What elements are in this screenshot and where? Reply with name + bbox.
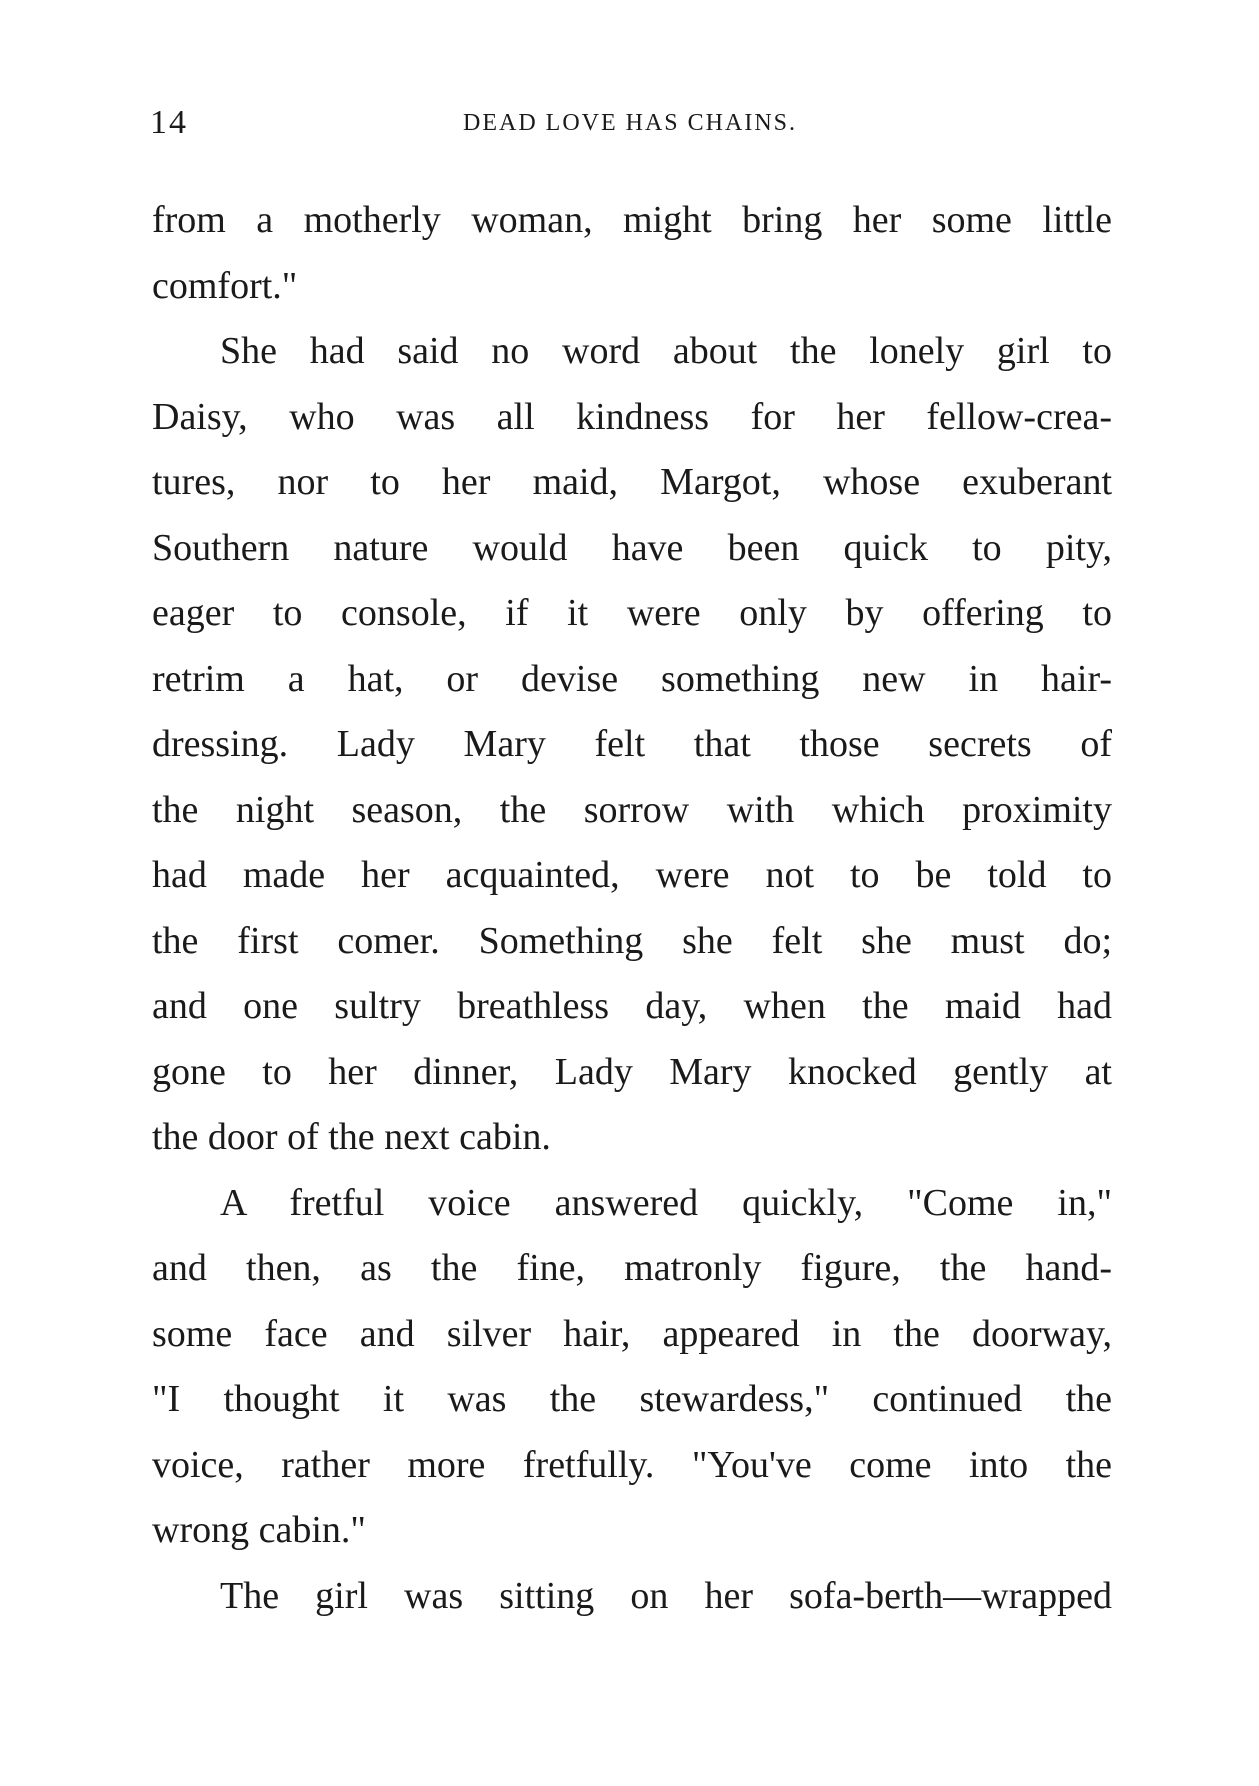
text-line: The girl was sitting on her sofa-berth—wrapped [220,1574,1112,1617]
text-line: voice, rather more fretfully. "You've come into the [152,1443,1112,1486]
running-head [150,100,1110,140]
text-line: gone to her dinner, Lady Mary knocked gently at [152,1050,1112,1093]
text-line: had made her acquainted, were not to be told to [152,854,1112,896]
text-line: dressing. Lady Mary felt that those secrets of [152,723,1112,765]
running-title: DEAD LOVE HAS CHAINS. [463,110,797,136]
text-line: She had said no word about the lonely girl to [220,330,1112,372]
text-line: Southern nature would have been quick to pity, [152,526,1112,569]
text-line: tures, nor to her maid, Margot, whose exuberant [152,461,1112,503]
text-line: "I thought it was the stewardess," continued the [152,1378,1112,1420]
text-line: the night season, the sorrow with which proximity [152,788,1112,831]
page-number: 14 [150,104,188,141]
text-line: comfort." [152,264,298,307]
text-line: from a motherly woman, might bring her some little [152,199,1112,241]
text-line: eager to console, if it were only by offering to [152,592,1112,634]
body-text [152,198,1112,1639]
text-line: A fretful voice answered quickly, "Come in," [220,1181,1112,1224]
text-line: retrim a hat, or devise something new in hair- [152,657,1112,700]
text-line: wrong cabin." [152,1509,366,1551]
text-line: some face and silver hair, appeared in the doorway, [152,1312,1112,1355]
text-line: and then, as the fine, matronly figure, the hand- [152,1247,1112,1289]
text-line: the door of the next cabin. [152,1116,551,1158]
text-line: the first comer. Something she felt she must do; [152,919,1112,962]
text-line: and one sultry breathless day, when the maid had [152,985,1112,1027]
text-line: Daisy, who was all kindness for her fellow-crea- [152,395,1112,438]
